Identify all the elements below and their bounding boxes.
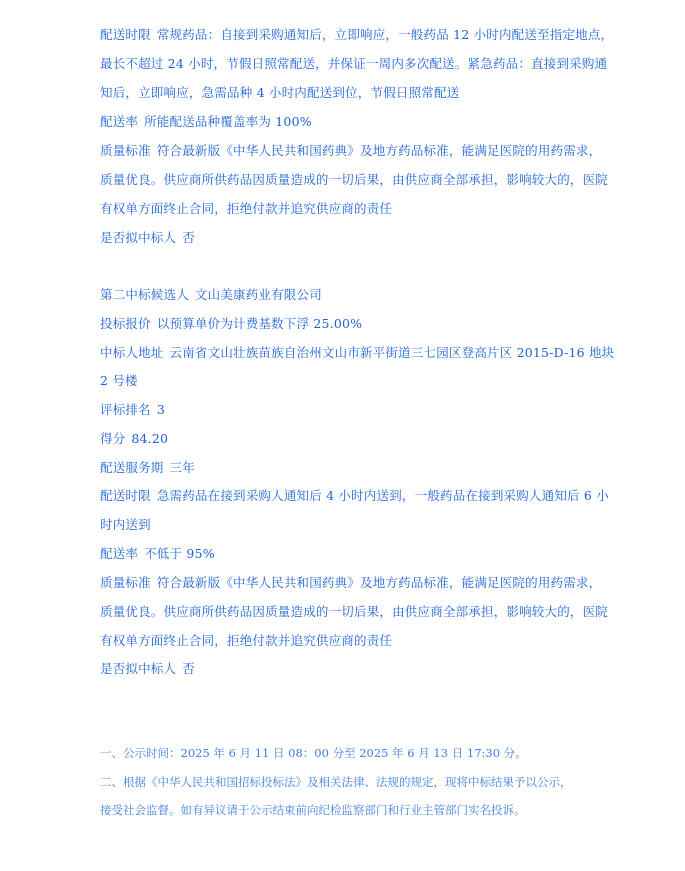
score-value: 84.20 (131, 431, 169, 446)
candidate-name-row (100, 287, 620, 303)
is-winner-label: 是否拟中标人 (100, 661, 177, 676)
delivery-time-text: 知后，立即响应，急需品种 4 小时内配送到位，节假日照常配送 (100, 85, 460, 100)
score-label: 得分 (100, 431, 126, 446)
is-winner-label: 是否拟中标人 (100, 230, 177, 245)
is-winner-row (100, 661, 620, 677)
delivery-time-text: 最长不超过 24 小时，节假日照常配送，并保证一周内多次配送。紧急药品：直接到采购通 (100, 56, 608, 71)
delivery-rate-row (100, 546, 620, 562)
delivery-time-text: 时内送到 (100, 517, 151, 532)
rank-value: 3 (156, 402, 165, 417)
quality-text: 符合最新版《中华人民共和国药典》及地方药品标准，能满足医院的用药需求， (156, 575, 602, 590)
service-period-row (100, 460, 620, 476)
service-period-value: 三年 (169, 460, 195, 475)
score-row (100, 431, 620, 447)
delivery-rate-label: 配送率 (100, 546, 139, 561)
quality-text: 有权单方面终止合同，拒绝付款并追究供应商的责任 (100, 201, 393, 216)
address-label: 中标人地址 (100, 345, 164, 360)
address-text: 2 号楼 (100, 373, 138, 388)
delivery-time-text: 急需药品在接到采购人通知后 4 小时内送到，一般药品在接到采购人通知后 6 小 (156, 488, 609, 503)
notice-legal-basis: 二、根据《中华人民共和国招标投标法》及相关法律、法规的规定，现将中标结果予以公示， (100, 775, 572, 789)
is-winner-row (100, 230, 620, 246)
notice-period: 一、公示时间：2025 年 6 月 11 日 08：00 分至 2025 年 6 月 13 日 17:30 分。 (100, 746, 527, 760)
bid-price-label: 投标报价 (100, 316, 151, 331)
candidate-name-label: 第二中标候选人 (100, 287, 189, 302)
delivery-rate-value: 不低于 95% (144, 546, 215, 561)
quality-row (100, 575, 620, 591)
quality-label: 质量标准 (100, 575, 151, 590)
quality-row (100, 143, 620, 159)
delivery-time-text: 常规药品：自接到采购通知后，立即响应，一般药品 12 小时内配送至指定地点， (156, 27, 614, 42)
delivery-time-row (100, 27, 620, 43)
quality-label: 质量标准 (100, 143, 151, 158)
delivery-time-label: 配送时限 (100, 27, 151, 42)
quality-text: 质量优良。供应商所供药品因质量造成的一切后果，由供应商全部承担，影响较大的，医院 (100, 604, 609, 619)
is-winner-value: 否 (182, 661, 195, 676)
rank-row (100, 402, 620, 418)
address-text: 云南省文山壮族苗族自治州文山市新平街道三七园区登高片区 2015-D-16 地块 (169, 345, 615, 360)
quality-text: 质量优良。供应商所供药品因质量造成的一切后果，由供应商全部承担，影响较大的，医院 (100, 172, 609, 187)
service-period-label: 配送服务期 (100, 460, 164, 475)
rank-label: 评标排名 (100, 402, 151, 417)
delivery-time-label: 配送时限 (100, 488, 151, 503)
candidate-name-value: 文山美康药业有限公司 (194, 287, 322, 302)
delivery-rate-label: 配送率 (100, 114, 139, 129)
quality-text: 有权单方面终止合同，拒绝付款并追究供应商的责任 (100, 633, 393, 648)
delivery-time-row (100, 488, 620, 504)
bid-price-value: 以预算单价为计费基数下浮 25.00% (156, 316, 363, 331)
is-winner-value: 否 (182, 230, 195, 245)
address-row (100, 345, 620, 361)
bid-price-row (100, 316, 620, 332)
delivery-rate-value: 所能配送品种覆盖率为 100% (144, 114, 312, 129)
notice-objection: 接受社会监督。如有异议请于公示结束前向纪检监察部门和行业主管部门实名投诉。 (100, 803, 526, 817)
delivery-rate-row (100, 114, 620, 130)
quality-text: 符合最新版《中华人民共和国药典》及地方药品标准，能满足医院的用药需求， (156, 143, 602, 158)
